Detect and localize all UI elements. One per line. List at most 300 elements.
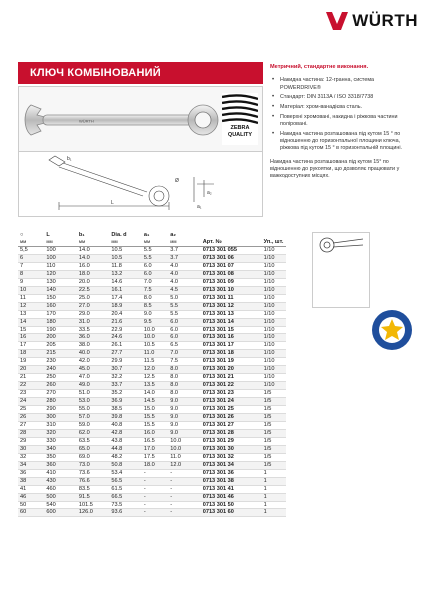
cell-a1: 16.5 [142,437,168,445]
header-dia: Dia. d мм [109,232,141,247]
cell-size: 26 [18,414,44,422]
cell-dia: 44.8 [109,445,141,453]
cell-size: 14 [18,318,44,326]
cell-pack: 1/10 [262,286,286,294]
cell-pack: 1/5 [262,445,286,453]
header-article: Арт. № [201,232,262,247]
table-row [18,437,286,445]
cell-length: 540 [44,501,76,509]
cell-size: 38 [18,477,44,485]
cell-size: 20 [18,366,44,374]
cell-b1: 20.0 [77,278,109,286]
table-row [18,334,286,342]
header-length: L мм [44,232,76,247]
cell-article: 0713 301 18 [201,350,262,358]
cell-length: 120 [44,270,76,278]
cell-b1: 59.0 [77,421,109,429]
drawing-label-d: Ø [175,178,179,184]
cell-b1: 40.0 [77,350,109,358]
cell-pack: 1/10 [262,326,286,334]
cell-article: 0713 301 38 [201,477,262,485]
cell-pack: 1/10 [262,374,286,382]
cell-length: 130 [44,278,76,286]
cell-length: 290 [44,406,76,414]
cell-b1: 126.0 [77,509,109,517]
cell-b1: 47.0 [77,374,109,382]
cell-size: 5,5 [18,247,44,255]
cell-b1: 49.0 [77,382,109,390]
cell-a1: 6.0 [142,262,168,270]
badge-line-1: ZEBRA [230,125,250,131]
cell-article: 0713 301 16 [201,334,262,342]
cell-size: 13 [18,310,44,318]
cell-size: 28 [18,429,44,437]
cell-b1: 22.5 [77,286,109,294]
spec-table [18,232,286,517]
table-row [18,247,286,255]
cell-b1: 33.5 [77,326,109,334]
drawing-label-b1: b₁ [67,156,72,162]
table-row [18,358,286,366]
feature-item: • Матеріал: хром-ванадієва сталь. [270,104,414,111]
cell-length: 180 [44,318,76,326]
cell-length: 170 [44,310,76,318]
cell-size: 16 [18,334,44,342]
cell-b1: 101.5 [77,501,109,509]
cell-b1: 53.0 [77,398,109,406]
cell-dia: 39.8 [109,414,141,422]
cell-article: 0713 301 055 [201,247,262,255]
table-row [18,374,286,382]
cell-dia: 20.4 [109,310,141,318]
drawing-label-a2: a₂ [207,190,212,196]
cell-dia: 21.6 [109,318,141,326]
cell-size: 46 [18,493,44,501]
cell-length: 330 [44,437,76,445]
drawing-label-a1: a₁ [197,204,202,210]
table-row [18,262,286,270]
cell-b1: 51.0 [77,390,109,398]
cell-length: 215 [44,350,76,358]
cell-a1: 17.0 [142,445,168,453]
feature-item: • Накидна частина: 12-гранна, система POWERDRIVE® [270,77,414,92]
badge-line-2: QUALITY [227,132,253,138]
cell-a2: 6.0 [168,326,200,334]
cell-a1: 8.5 [142,302,168,310]
cell-dia: 56.5 [109,477,141,485]
cell-a1: - [142,501,168,509]
cell-pack: 1/10 [262,278,286,286]
cell-size: 11 [18,294,44,302]
cell-pack: 1/10 [262,310,286,318]
cell-a2: 10.0 [168,445,200,453]
cell-dia: 27.7 [109,350,141,358]
cell-b1: 42.0 [77,358,109,366]
cell-a1: 9.5 [142,318,168,326]
brand-name: WÜRTH [352,11,418,30]
cell-pack: 1/10 [262,350,286,358]
cell-b1: 69.0 [77,453,109,461]
cell-a2: 6.5 [168,342,200,350]
cell-b1: 62.0 [77,429,109,437]
cell-size: 50 [18,501,44,509]
cell-length: 340 [44,445,76,453]
table-row [18,429,286,437]
wrench-drawing [19,152,264,217]
cell-dia: 30.7 [109,366,141,374]
cell-dia: 66.5 [109,493,141,501]
cell-size: 27 [18,421,44,429]
cell-a1: 13.5 [142,382,168,390]
cell-length: 500 [44,493,76,501]
cell-pack: 1 [262,469,286,477]
header-b1: b₁ мм [77,232,109,247]
cell-pack: 1/10 [262,358,286,366]
cell-b1: 14.0 [77,254,109,262]
cell-a2: 9.0 [168,414,200,422]
wurth-logo-icon [324,8,350,34]
cell-size: 17 [18,342,44,350]
cell-dia: 48.2 [109,453,141,461]
table-row [18,318,286,326]
feature-item: • Накидна частина розташована під кутом 15 ° по відношенню до горизонтальної площини ключа, ріжкова під кутом 15 ° в горизонтальній площині. [270,131,414,153]
cell-dia: 33.7 [109,382,141,390]
cell-article: 0713 301 22 [201,382,262,390]
cell-b1: 18.0 [77,270,109,278]
cell-pack: 1 [262,477,286,485]
cell-a1: 16.0 [142,429,168,437]
cell-size: 22 [18,382,44,390]
cell-a2: 9.0 [168,398,200,406]
zebra-quality-badge [222,125,258,139]
cell-a2: 4.0 [168,278,200,286]
cell-size: 30 [18,445,44,453]
cell-dia: 17.4 [109,294,141,302]
cell-dia: 93.6 [109,509,141,517]
cell-article: 0713 301 36 [201,469,262,477]
cell-dia: 24.6 [109,334,141,342]
cell-size: 23 [18,390,44,398]
cell-article: 0713 301 10 [201,286,262,294]
cell-dia: 29.9 [109,358,141,366]
table-row [18,421,286,429]
cell-length: 205 [44,342,76,350]
cell-a1: - [142,477,168,485]
cell-dia: 26.1 [109,342,141,350]
cell-pack: 1/10 [262,334,286,342]
table-row [18,485,286,493]
cell-size: 9 [18,278,44,286]
cell-a2: 6.0 [168,318,200,326]
table-row [18,270,286,278]
cell-dia: 22.9 [109,326,141,334]
table-row [18,294,286,302]
cell-a2: 8.0 [168,366,200,374]
cell-article: 0713 301 25 [201,406,262,414]
cell-article: 0713 301 24 [201,398,262,406]
cell-b1: 83.5 [77,485,109,493]
cell-length: 350 [44,453,76,461]
cell-a1: 10.0 [142,334,168,342]
svg-text:WÜRTH: WÜRTH [79,118,94,124]
product-title: КЛЮЧ КОМБІНОВАНИЙ [18,62,263,84]
cell-a1: 17.5 [142,453,168,461]
cell-a1: 5.5 [142,247,168,255]
cell-article: 0713 301 09 [201,278,262,286]
table-row [18,254,286,262]
cell-b1: 16.0 [77,262,109,270]
cell-size: 60 [18,509,44,517]
cell-pack: 1/10 [262,262,286,270]
cell-article: 0713 301 07 [201,262,262,270]
cell-a1: 9.0 [142,310,168,318]
angle-detail-image [312,232,370,308]
cell-dia: 61.5 [109,485,141,493]
cell-pack: 1/10 [262,302,286,310]
cell-article: 0713 301 20 [201,366,262,374]
cell-a2: - [168,469,200,477]
cell-size: 25 [18,406,44,414]
table-row [18,302,286,310]
cell-dia: 16.1 [109,286,141,294]
cell-a1: - [142,493,168,501]
wurth-logo [324,8,418,34]
table-row [18,398,286,406]
cell-dia: 43.8 [109,437,141,445]
cell-article: 0713 301 17 [201,342,262,350]
cell-size: 15 [18,326,44,334]
cell-size: 18 [18,350,44,358]
cell-a2: 9.0 [168,421,200,429]
cell-a2: 5.5 [168,310,200,318]
table-row [18,350,286,358]
cell-a2: 3.7 [168,254,200,262]
cell-b1: 65.0 [77,445,109,453]
cell-size: 7 [18,262,44,270]
cell-pack: 1 [262,493,286,501]
cell-length: 150 [44,294,76,302]
cell-size: 8 [18,270,44,278]
cell-article: 0713 301 12 [201,302,262,310]
cell-a2: 9.0 [168,406,200,414]
cell-b1: 55.0 [77,406,109,414]
cell-length: 230 [44,358,76,366]
cell-b1: 38.0 [77,342,109,350]
cell-article: 0713 301 19 [201,358,262,366]
cell-dia: 32.2 [109,374,141,382]
cell-size: 32 [18,453,44,461]
cell-b1: 91.5 [77,493,109,501]
header-a2: a₂ мм [168,232,200,247]
cell-a1: - [142,509,168,517]
cell-pack: 1/10 [262,366,286,374]
cell-a2: 8.0 [168,374,200,382]
cell-a1: 15.0 [142,406,168,414]
cell-pack: 1/5 [262,421,286,429]
cell-length: 100 [44,247,76,255]
header-a1: a₁ мм [142,232,168,247]
cell-a1: 15.5 [142,421,168,429]
drawing-label-l: L [111,200,114,206]
cell-length: 430 [44,477,76,485]
cell-a2: 5.0 [168,294,200,302]
cell-article: 0713 301 23 [201,390,262,398]
cell-size: 34 [18,461,44,469]
cell-length: 250 [44,374,76,382]
cell-a1: 15.5 [142,414,168,422]
table-row [18,509,286,517]
cell-article: 0713 301 15 [201,326,262,334]
cell-length: 460 [44,485,76,493]
feature-item: • Стандарт: DIN 3113A / ISO 3318/7738 [270,94,414,101]
cell-article: 0713 301 46 [201,493,262,501]
cell-pack: 1/5 [262,453,286,461]
table-row [18,342,286,350]
cell-article: 0713 301 41 [201,485,262,493]
cell-article: 0713 301 26 [201,414,262,422]
product-photo [18,86,263,152]
table-row [18,469,286,477]
cell-dia: 10.5 [109,247,141,255]
cell-a2: 8.0 [168,382,200,390]
feature-list [270,77,414,152]
table-row [18,461,286,469]
cell-size: 6 [18,254,44,262]
header-size: ○ мм [18,232,44,247]
cell-b1: 76.6 [77,477,109,485]
cell-pack: 1/5 [262,406,286,414]
cell-dia: 53.4 [109,469,141,477]
cell-a1: 11.5 [142,358,168,366]
cell-a1: 18.0 [142,461,168,469]
cell-a2: 5.5 [168,302,200,310]
cell-a1: 6.0 [142,270,168,278]
cell-article: 0713 301 60 [201,509,262,517]
cell-pack: 1/5 [262,437,286,445]
cell-length: 190 [44,326,76,334]
cell-a1: 10.5 [142,342,168,350]
cell-a1: 14.5 [142,398,168,406]
cell-a1: 10.0 [142,326,168,334]
cell-length: 140 [44,286,76,294]
cell-size: 10 [18,286,44,294]
cell-dia: 38.5 [109,406,141,414]
table-row [18,414,286,422]
cell-dia: 73.5 [109,501,141,509]
cell-a2: 7.0 [168,350,200,358]
cell-a2: 6.0 [168,334,200,342]
cell-a2: - [168,493,200,501]
cell-size: 36 [18,469,44,477]
cell-a1: 12.5 [142,374,168,382]
cell-b1: 57.0 [77,414,109,422]
cell-article: 0713 301 29 [201,437,262,445]
cell-a2: 10.0 [168,437,200,445]
cell-pack: 1/10 [262,294,286,302]
powerdrive-icon [370,308,414,352]
cell-length: 240 [44,366,76,374]
cell-a2: 4.0 [168,262,200,270]
cell-b1: 73.0 [77,461,109,469]
cell-a2: 3.7 [168,247,200,255]
cell-a2: - [168,509,200,517]
cell-length: 200 [44,334,76,342]
cell-a2: 9.0 [168,429,200,437]
cell-a1: 5.5 [142,254,168,262]
cell-length: 300 [44,414,76,422]
table-row [18,453,286,461]
cell-article: 0713 301 21 [201,374,262,382]
cell-size: 21 [18,374,44,382]
product-description [270,64,414,180]
cell-dia: 40.8 [109,421,141,429]
cell-length: 310 [44,421,76,429]
cell-b1: 63.5 [77,437,109,445]
cell-article: 0713 301 50 [201,501,262,509]
table-row [18,406,286,414]
cell-a1: - [142,485,168,493]
cell-dia: 18.9 [109,302,141,310]
cell-article: 0713 301 14 [201,318,262,326]
cell-article: 0713 301 34 [201,461,262,469]
description-heading: Метричний, стандартне виконання. [270,64,369,70]
cell-a2: 11.0 [168,453,200,461]
cell-length: 600 [44,509,76,517]
cell-a2: 8.0 [168,390,200,398]
cell-length: 360 [44,461,76,469]
table-row [18,445,286,453]
cell-length: 160 [44,302,76,310]
cell-article: 0713 301 28 [201,429,262,437]
cell-a2: 7.5 [168,358,200,366]
cell-a1: - [142,469,168,477]
cell-a2: 4.0 [168,270,200,278]
cell-size: 12 [18,302,44,310]
cell-length: 270 [44,390,76,398]
cell-dia: 42.8 [109,429,141,437]
cell-dia: 14.6 [109,278,141,286]
table-row [18,278,286,286]
cell-a1: 14.0 [142,390,168,398]
cell-a2: - [168,501,200,509]
cell-dia: 11.8 [109,262,141,270]
spec-table-body [18,247,286,517]
cell-b1: 45.0 [77,366,109,374]
cell-dia: 10.5 [109,254,141,262]
cell-pack: 1 [262,509,286,517]
cell-pack: 1/10 [262,247,286,255]
cell-dia: 35.2 [109,390,141,398]
table-row [18,477,286,485]
cell-article: 0713 301 32 [201,453,262,461]
technical-drawing [18,152,263,217]
cell-article: 0713 301 13 [201,310,262,318]
cell-a2: 12.0 [168,461,200,469]
cell-a2: - [168,477,200,485]
cell-pack: 1/5 [262,429,286,437]
cell-a1: 11.0 [142,350,168,358]
cell-article: 0713 301 11 [201,294,262,302]
cell-length: 280 [44,398,76,406]
cell-b1: 36.0 [77,334,109,342]
table-row [18,366,286,374]
cell-pack: 1 [262,485,286,493]
cell-b1: 29.0 [77,310,109,318]
table-row [18,382,286,390]
cell-a2: - [168,485,200,493]
table-row [18,326,286,334]
table-row [18,493,286,501]
